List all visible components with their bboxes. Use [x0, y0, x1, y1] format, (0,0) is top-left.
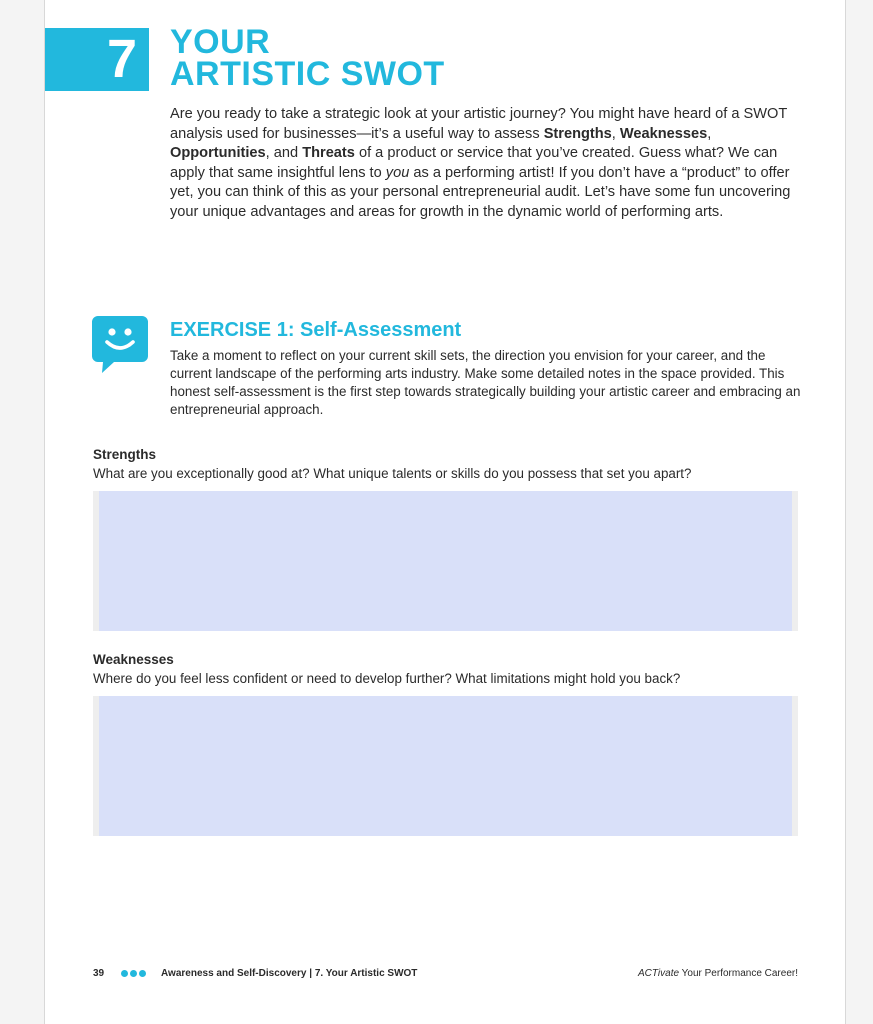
intro-threats: Threats	[302, 145, 355, 162]
page-title-line-1: YOUR	[170, 23, 271, 61]
strengths-answer-box	[93, 491, 798, 631]
intro-text-3: as a performing artist! If you don’t have a “product” to offer yet, you can think of this as your personal entrepreneurial audit. Let’s have some fun uncovering your unique advantages and areas for growth in the dynamic world of performing arts.	[170, 164, 791, 220]
intro-text-2: of a product or service that you’ve created. Guess what? We can apply that same insightful lens to	[170, 145, 778, 181]
intro-comma: ,	[611, 125, 620, 142]
footer-brand-italic: ACTivate	[638, 968, 680, 979]
exercise-title: EXERCISE 1: Self-Assessment	[170, 319, 462, 341]
intro-comma: ,	[707, 125, 712, 142]
chapter-number: 7	[106, 29, 137, 89]
smiley-chat-bubble-icon	[92, 316, 148, 374]
weaknesses-question: Where do you feel less confident or need to develop further? What limitations might hold you back?	[93, 671, 681, 686]
page-title-line-2: ARTISTIC SWOT	[170, 55, 445, 93]
weaknesses-answer-input[interactable]	[99, 696, 792, 836]
page-footer	[93, 967, 798, 981]
page-number: 39	[93, 968, 105, 979]
footer-separator: |	[306, 968, 315, 979]
page	[44, 0, 846, 1024]
strengths-answer-input[interactable]	[99, 491, 792, 631]
footer-brand	[638, 967, 798, 981]
page-title	[170, 23, 445, 93]
chapter-number-badge	[45, 28, 149, 91]
intro-opportunities: Opportunities	[170, 145, 266, 162]
strengths-label: Strengths	[93, 447, 157, 462]
exercise-description: Take a moment to reflect on your current skill sets, the direction you envision for your career, and the current landscape of the performing arts industry. Make some detailed notes in the space provided. This honest self-assessment is the first step towards strategically building your artistic career and embracing an entrepreneurial approach.	[170, 348, 801, 417]
weaknesses-answer-box	[93, 696, 798, 836]
strengths-question: What are you exceptionally good at? What unique talents or skills do you possess that set you apart?	[93, 466, 692, 481]
weaknesses-label: Weaknesses	[93, 652, 174, 667]
intro-paragraph	[170, 105, 810, 223]
intro-text-1: Are you ready to take a strategic look at your artistic journey? You might have heard of a SWOT analysis used for businesses—it’s a useful way to assess	[170, 106, 788, 142]
footer-breadcrumb	[161, 967, 417, 981]
footer-chapter: 7. Your Artistic SWOT	[314, 968, 418, 979]
intro-and: , and	[265, 145, 303, 162]
dots-icon	[121, 970, 148, 984]
intro-weaknesses: Weaknesses	[619, 125, 708, 142]
intro-strengths: Strengths	[543, 125, 612, 142]
footer-section: Awareness and Self-Discovery	[161, 968, 307, 979]
intro-you: you	[385, 164, 410, 181]
footer-brand-rest: Your Performance Career!	[679, 968, 798, 979]
